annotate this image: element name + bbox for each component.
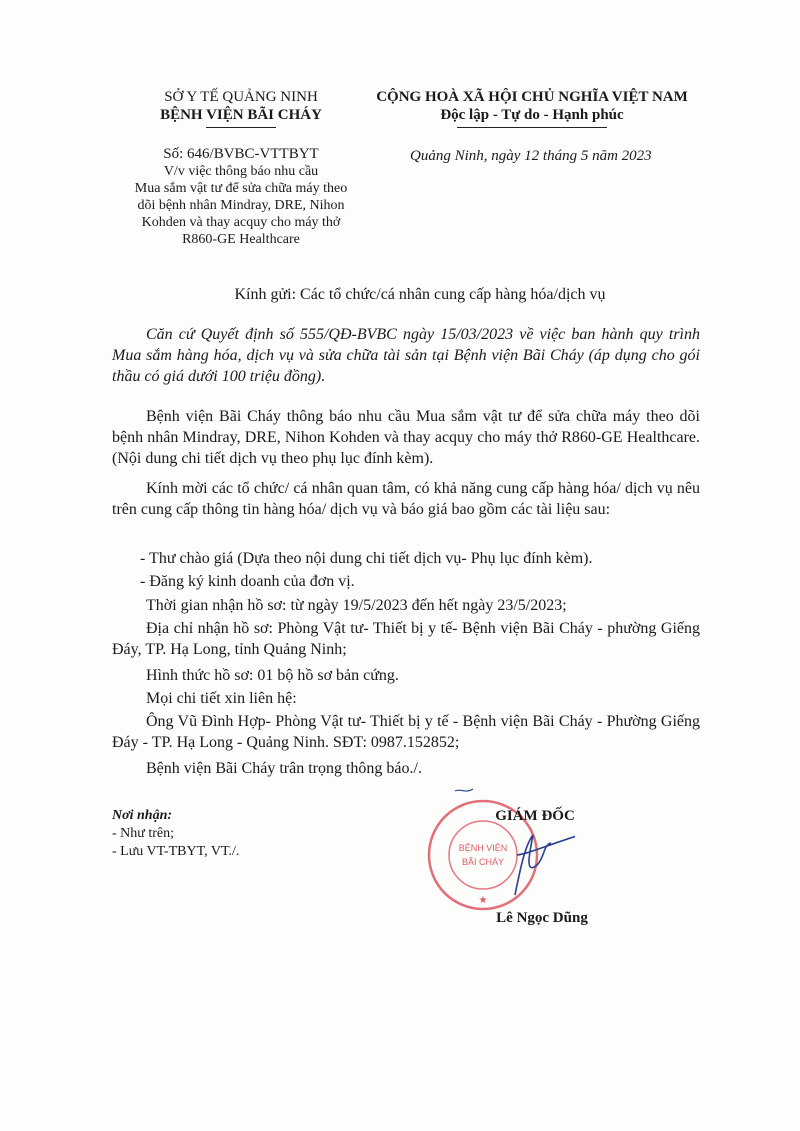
subject-line: Mua sắm vật tư để sửa chữa máy theo (134, 181, 348, 196)
stamp-inner-ring (449, 821, 517, 889)
signer-title: GIÁM ĐỐC (495, 808, 575, 824)
notice-paragraph: Bệnh viện Bãi Cháy thông báo nhu cầu Mua sắm vật tư để sửa chữa máy theo dõi bệnh nhân Mindray, DRE, Nihon Kohden và thay acquy cho máy thở R860-GE Healthcare. (Nội dung chi tiết dịch vụ theo phụ lục đính kèm). (112, 408, 700, 467)
department-name: SỞ Y TẾ QUẢNG NINH (164, 89, 318, 105)
country-name: CỘNG HOÀ XÃ HỘI CHỦ NGHĨA VIỆT NAM (376, 89, 688, 105)
recipient-item: - Lưu VT-TBYT, VT./. (112, 844, 240, 859)
national-header (362, 88, 702, 128)
header-underline (206, 127, 276, 128)
recipients-block (112, 807, 372, 861)
national-motto: Độc lập - Tự do - Hạnh phúc (440, 107, 624, 123)
invitation-paragraph: Kính mời các tổ chức/ cá nhân quan tâm, có khả năng cung cấp hàng hóa/ dịch vụ nêu trên cung cấp thông tin hàng hóa/ dịch vụ và báo giá bao gồm các tài liệu sau: (112, 480, 700, 518)
list-item: - Thư chào giá (Dựa theo nội dung chi tiết dịch vụ- Phụ lục đính kèm). (140, 550, 593, 567)
submission-time: Thời gian nhận hồ sơ: từ ngày 19/5/2023 đến hết ngày 23/5/2023; (146, 597, 567, 614)
subject-line: Kohden và thay acquy cho máy thở (141, 215, 341, 230)
closing-line: Bệnh viện Bãi Cháy trân trọng thông báo./. (146, 760, 422, 777)
document-reference (106, 146, 376, 248)
recipient-item: - Như trên; (112, 826, 175, 841)
initial-mark (455, 785, 473, 791)
contact-person: Ông Vũ Đình Hợp- Phòng Vật tư- Thiết bị y tế - Bệnh viện Bãi Cháy - Phường Giếng Đáy - TP. Hạ Long - Quảng Ninh. SĐT: 0987.152852; (112, 713, 700, 751)
official-stamp (425, 785, 575, 920)
document-date: Quảng Ninh, ngày 12 tháng 5 năm 2023 (410, 148, 652, 164)
list-item: - Đăng ký kinh doanh của đơn vị. (140, 573, 355, 590)
issuer-header (110, 88, 372, 128)
subject-line: R860-GE Healthcare (182, 232, 300, 247)
signer-name: Lê Ngọc Dũng (496, 910, 588, 926)
subject-line: V/v việc thông báo nhu cầu (163, 164, 319, 179)
salutation: Kính gửi: Các tổ chức/cá nhân cung cấp hàng hóa/dịch vụ (234, 286, 606, 303)
stamp-star: ★ (478, 895, 488, 906)
stamp-svg (425, 785, 575, 920)
hospital-name: BỆNH VIỆN BÃI CHÁY (160, 107, 322, 123)
document-number: Số: 646/BVBC-VTTBYT (163, 146, 319, 162)
recipients-title: Nơi nhận: (112, 808, 173, 823)
stamp-text-line: BÃI CHÁY (461, 857, 505, 867)
legal-basis-paragraph: Căn cứ Quyết định số 555/QĐ-BVBC ngày 15/03/2023 về việc ban hành quy trình Mua sắm hàng hóa, dịch vụ và sửa chữa tài sản tại Bệnh viện Bãi Cháy (áp dụng cho gói thầu có giá dưới 100 triệu đồng). (112, 326, 700, 385)
stamp-text-line: BỆNH VIỆN (458, 843, 508, 853)
contact-label: Mọi chi tiết xin liên hệ: (146, 690, 297, 707)
submission-form: Hình thức hồ sơ: 01 bộ hồ sơ bản cứng. (146, 667, 399, 684)
subject-line: dõi bệnh nhân Mindray, DRE, Nihon (137, 198, 345, 213)
submission-address: Địa chỉ nhận hồ sơ: Phòng Vật tư- Thiết bị y tế- Bệnh viện Bãi Cháy - phường Giếng Đáy, TP. Hạ Long, tỉnh Quảng Ninh; (112, 620, 700, 658)
motto-underline (457, 127, 607, 128)
